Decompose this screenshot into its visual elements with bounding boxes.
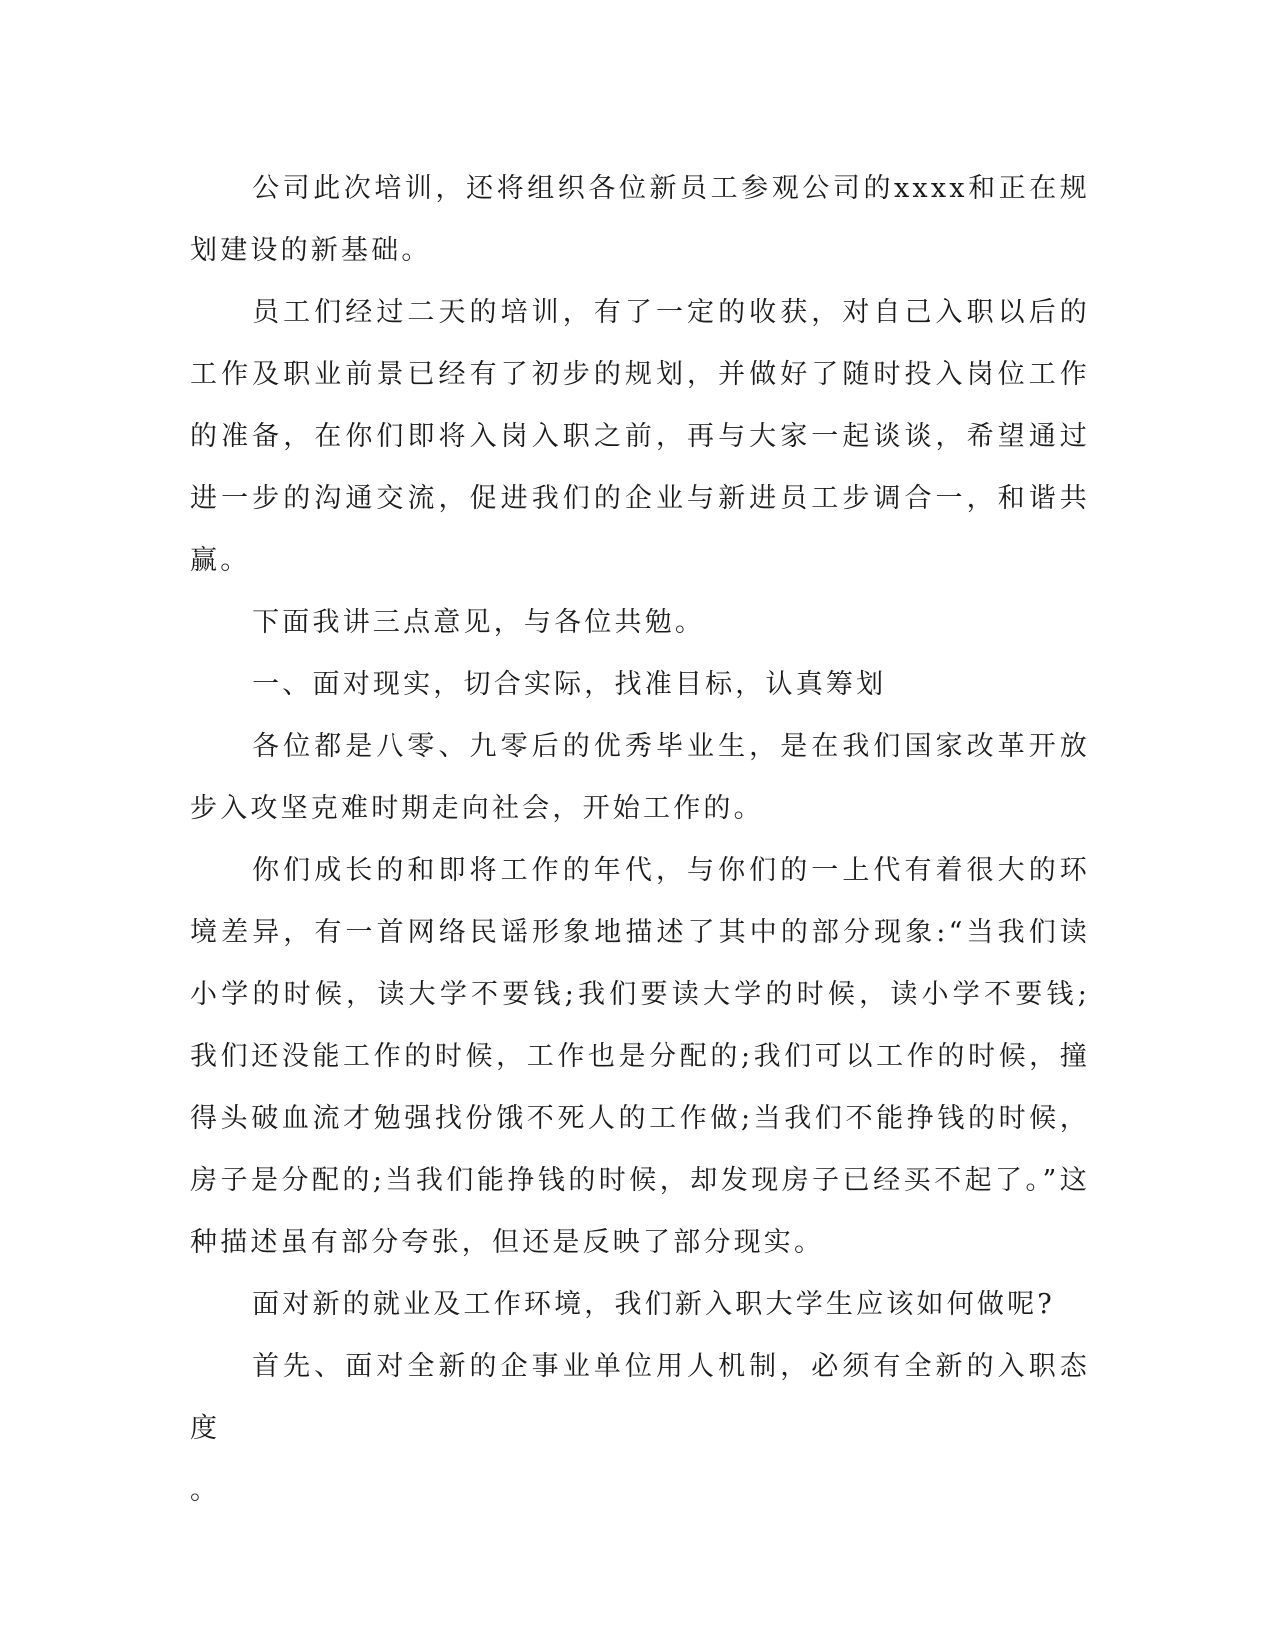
section-heading-1: 一、面对现实，切合实际，找准目标，认真筹划	[252, 669, 887, 700]
paragraph-2: 员工们经过二天的培训，有了一定的收获，对自己入职以后的工作及职业前景已经有了初步的规划，并做好了随时投入岗位工作的准备，在你们即将入岗入职之前，再与大家一起谈谈，希望通过进一步的沟通交流，促进我们的企业与新进员工步调合一，和谐共赢。	[190, 297, 1090, 576]
paragraph-6: 面对新的就业及工作环境，我们新入职大学生应该如何做呢?	[252, 1289, 1055, 1320]
paragraph-3: 下面我讲三点意见，与各位共勉。	[252, 607, 706, 638]
paragraph-5: 你们成长的和即将工作的年代，与你们的一上代有着很大的环境差异，有一首网络民谣形象地描述了其中的部分现象:“当我们读小学的时候，读大学不要钱;我们要读大学的时候，读小学不要钱;我们还没能工作的时候，工作也是分配的;我们可以工作的时候，撞得头破血流才勉强找份饿不死人的工作做;当我们不能挣钱的时候，房子是分配的;当我们能挣钱的时候，却发现房子已经买不起了。”这种描述虽有部分夸张，但还是反映了部分现实。	[190, 855, 1090, 1258]
document-body	[190, 158, 1090, 1522]
paragraph-7: 首先、面对全新的企事业单位用人机制，必须有全新的入职态度	[190, 1351, 1090, 1444]
paragraph-1: 公司此次培训，还将组织各位新员工参观公司的xxxx和正在规划建设的新基础。	[190, 173, 1090, 266]
trailing-punctuation: 。	[190, 1475, 221, 1506]
paragraph-4: 各位都是八零、九零后的优秀毕业生，是在我们国家改革开放步入攻坚克难时期走向社会，开始工作的。	[190, 731, 1090, 824]
